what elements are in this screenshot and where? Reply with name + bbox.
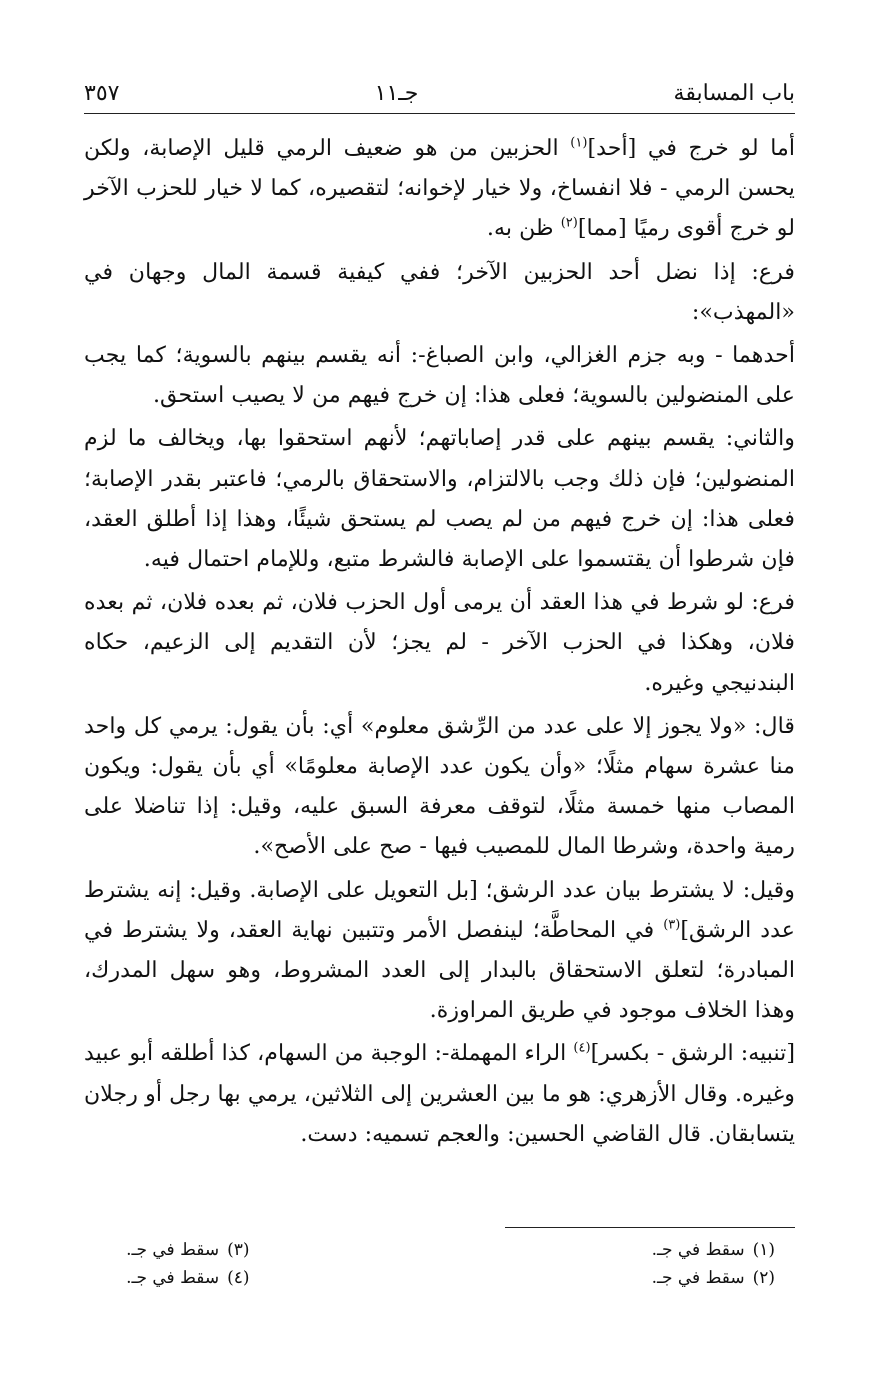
- footnote-text: سقط في جـ.: [126, 1240, 220, 1260]
- footnote-ref: (٣): [663, 917, 681, 933]
- footnote-ref: (١): [570, 135, 588, 151]
- paragraph: قال: «ولا يجوز إلا على عدد من الرِّشق معلوم» أي: بأن يقول: يرمي كل واحد منا عشرة سهام مثلًا؛ «وأن يكون عدد الإصابة معلومًا» أي بأن يقول: ويكون المصاب منها خمسة مثلًا، لتوقف معرفة السبق عليه، وقيل: إذا تناضلا على رمية واحدة، وشرطا المال للمصيب فيها - صح على الأصح».: [84, 712, 795, 860]
- footnotes: [84, 1236, 795, 1292]
- paragraph: والثاني: يقسم بينهم على قدر إصاباتهم؛ لأنهم استحقوا بها، ويخالف ما لزم المنضولين؛ فإن ذلك وجب بالالتزام، والاستحقاق بالرمي؛ فاعتبر بقدر الإصابة؛ فعلى هذا: إن خرج فيهم من لم يصب لم يستحق شيئًا، وهذا إذا أطلق العقد، فإن شرطوا أن يقتسموا على الإصابة فالشرط متبع، وللإمام احتمال فيه.: [84, 425, 795, 573]
- footnote-text: سقط في جـ.: [651, 1268, 745, 1288]
- paragraph: فرع: إذا نضل أحد الحزبين الآخر؛ ففي كيفية قسمة المال وجهان في «المهذب»:: [84, 258, 795, 325]
- footnote-divider: [505, 1227, 795, 1228]
- body-text: [84, 128, 795, 1154]
- page-number: ٣٥٧: [84, 81, 120, 106]
- footnote: [84, 1264, 440, 1292]
- footnote-number: (٤): [227, 1268, 250, 1288]
- footnote-ref: (٤): [573, 1041, 591, 1057]
- running-header: [84, 66, 795, 106]
- header-divider: [84, 113, 795, 114]
- footnote-number: (٢): [752, 1268, 775, 1288]
- paragraph: أحدهما - وبه جزم الغزالي، وابن الصباغ-: أنه يقسم بينهم بالسوية؛ كما يجب على المنضولين بالسوية؛ فعلى هذا: إن خرج فيهم من لا يصيب استحق.: [84, 342, 795, 409]
- footnote: [440, 1236, 796, 1264]
- paragraph: وقيل: لا يشترط بيان عدد الرشق؛ [بل التعويل على الإصابة. وقيل: إنه يشترط عدد الرشق]$^{(٣)}$ في المحاطَّة؛ لينفصل الأمر وتتبين نهاية العقد، ولا يشترط في المبادرة؛ لتعلق الاستحقاق بالبدار إلى العدد المشروط، وهو سهل المدرك، وهذا الخلاف موجود في طريق المراوزة.: [84, 876, 795, 1024]
- footnote-text: سقط في جـ.: [126, 1268, 220, 1288]
- paragraph: فرع: لو شرط في هذا العقد أن يرمى أول الحزب فلان، ثم بعده فلان، ثم بعده فلان، وهكذا في الحزب الآخر - لم يجز؛ لأن التقديم إلى الزعيم، حكاه البندنيجي وغيره.: [84, 589, 795, 696]
- paragraph: [تنبيه: الرشق - بكسر]$^{(٤)}$ الراء المهملة-: الوجبة من السهام، كذا أطلقه أبو عبيد وغيره. وقال الأزهري: هو ما بين العشرين إلى الثلاثين، يرمي بها رجل أو رجلان يتسابقان. قال القاضي الحسين: والعجم تسميه: دست.: [84, 1040, 796, 1147]
- footnote: [84, 1236, 440, 1264]
- footnote-text: سقط في جـ.: [651, 1240, 745, 1260]
- footnote-ref: (٢): [560, 216, 578, 232]
- footnote-number: (٣): [227, 1240, 250, 1260]
- footnote: [440, 1264, 796, 1292]
- footnote-number: (١): [752, 1240, 775, 1260]
- paragraph: أما لو خرج في [أحد]$^{(١)}$ الحزبين من هو ضعيف الرمي قليل الإصابة، ولكن يحسن الرمي - فلا انفساخ، ولا خيار لإخوانه؛ لتقصيره، كما لا خيار للحزب الآخر لو خرج أقوى رميًا [مما]$^{(٢)}$ ظن به.: [84, 135, 796, 242]
- volume-label: جـ١١: [374, 81, 419, 106]
- chapter-title: باب المسابقة: [673, 81, 795, 106]
